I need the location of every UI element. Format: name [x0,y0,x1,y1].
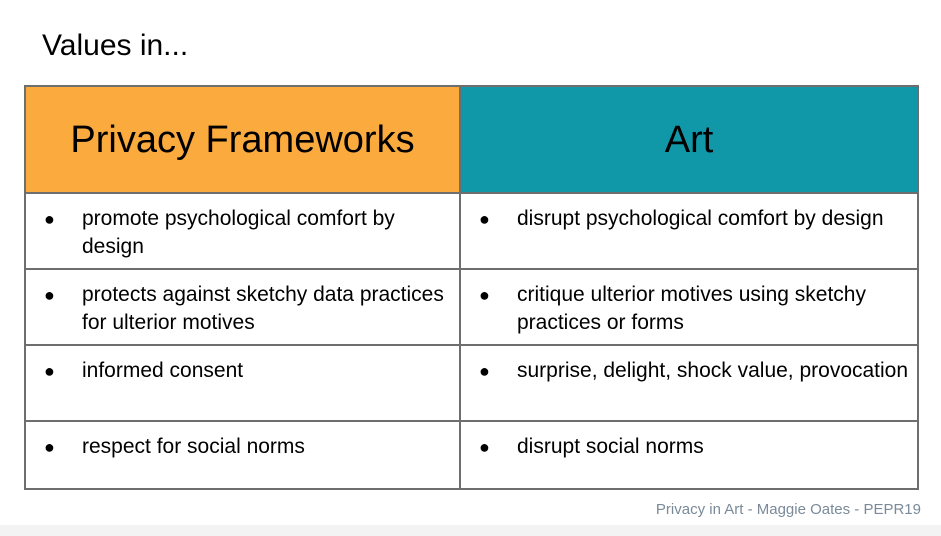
list-item [26,270,459,337]
table-row [25,345,918,421]
table-cell [25,421,460,489]
table-cell [25,345,460,421]
list-item [461,194,917,233]
list-item [461,270,917,337]
header-privacy-frameworks: Privacy Frameworks [25,86,460,193]
list-item-text: critique ulterior motives using sketchy practices or forms [517,283,866,334]
table-cell [460,193,918,269]
bullet-icon: ● [479,209,490,229]
table-cell [460,269,918,345]
list-item-text: informed consent [82,359,244,382]
list-item [26,422,459,461]
list-item [461,422,917,461]
slide-title: Values in... [42,29,189,62]
values-comparison-table [24,85,919,490]
bullet-icon: ● [44,209,55,229]
slide-footer: Privacy in Art - Maggie Oates - PEPR19 [655,501,921,518]
bullet-icon: ● [479,285,490,305]
bullet-icon: ● [44,285,55,305]
header-art: Art [460,86,918,193]
bullet-icon: ● [479,361,490,381]
bullet-icon: ● [44,361,55,381]
list-item-text: promote psychological comfort by design [82,207,395,258]
list-item [461,346,917,385]
list-item [26,194,459,261]
table-cell [25,269,460,345]
table-cell [460,345,918,421]
bottom-strip [0,525,941,536]
list-item-text: surprise, delight, shock value, provocation [517,359,909,382]
table-row [25,269,918,345]
bullet-icon: ● [44,437,55,457]
list-item-text: respect for social norms [82,435,305,458]
table-cell [460,421,918,489]
table-row [25,421,918,489]
table-header-row [25,86,918,193]
bullet-icon: ● [479,437,490,457]
list-item [26,346,459,385]
table-cell [25,193,460,269]
table-row [25,193,918,269]
list-item-text: protects against sketchy data practices for ulterior motives [82,283,444,334]
list-item-text: disrupt social norms [517,435,704,458]
list-item-text: disrupt psychological comfort by design [517,207,884,230]
